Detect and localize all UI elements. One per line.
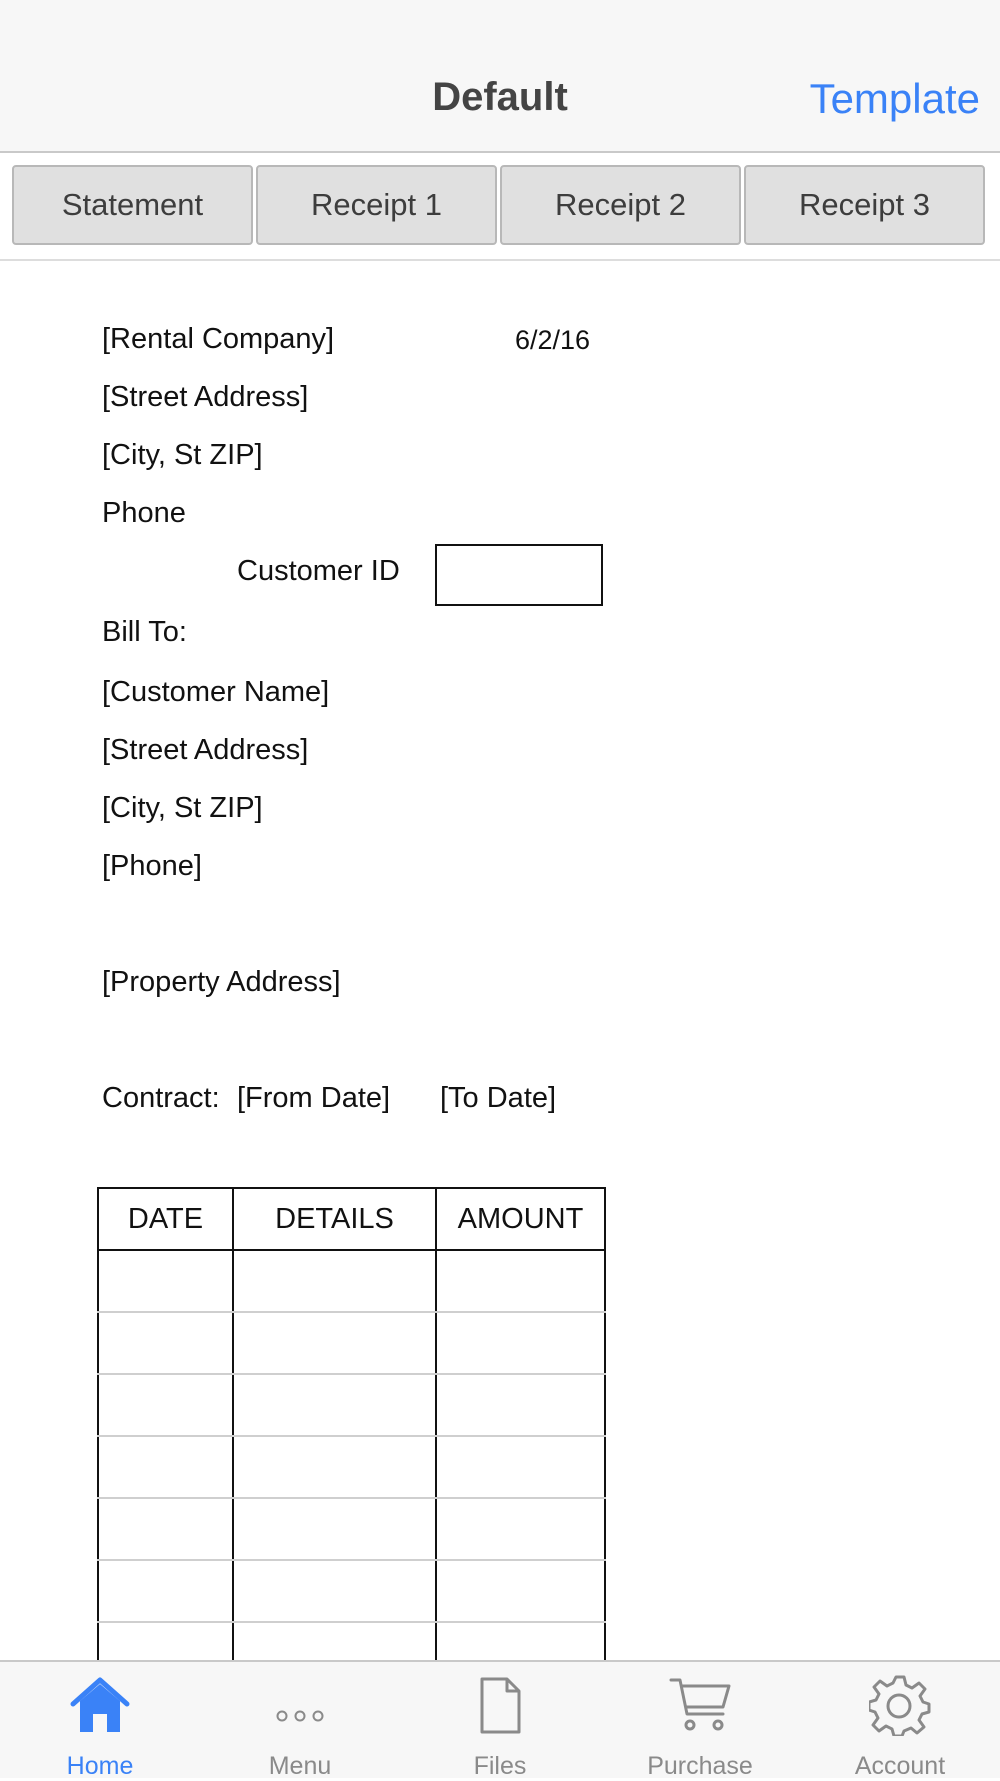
amount-cell [436,1498,605,1560]
details-cell [233,1436,436,1498]
tabbar-files-label: Files [473,1752,527,1780]
customer-phone: [Phone] [102,850,202,882]
date-cell [98,1312,233,1374]
amount-cell [436,1374,605,1436]
company-street: [Street Address] [102,381,309,413]
tabbar-home-label: Home [66,1752,134,1780]
property-address: [Property Address] [102,966,341,998]
details-cell [233,1498,436,1560]
tabbar-files[interactable] [400,1662,600,1780]
customer-city: [City, St ZIP] [102,792,263,824]
amount-cell [436,1312,605,1374]
table-row[interactable] [98,1312,605,1374]
column-header-details: DETAILS [233,1188,436,1250]
table-row[interactable] [98,1560,605,1622]
date-cell [98,1250,233,1312]
tabbar-purchase[interactable] [600,1662,800,1780]
gear-icon [800,1674,1000,1738]
customer-street: [Street Address] [102,734,309,766]
file-icon [400,1674,600,1738]
amount-cell [436,1250,605,1312]
tabbar-menu-label: Menu [268,1752,332,1780]
date-cell [98,1436,233,1498]
navigation-bar [0,0,1000,153]
bottom-tab-bar [0,1660,1000,1778]
amount-cell [436,1560,605,1622]
company-city: [City, St ZIP] [102,439,263,471]
contract-label: Contract: [102,1082,220,1114]
document-preview [0,261,1000,1661]
tabbar-account-label: Account [854,1752,946,1780]
bill-to-label: Bill To: [102,616,187,648]
tab-receipt-2[interactable]: Receipt 2 [500,165,741,245]
date-cell [98,1498,233,1560]
table-row[interactable] [98,1374,605,1436]
details-cell [233,1560,436,1622]
document-type-tabs [0,153,1000,261]
tabbar-menu[interactable] [200,1662,400,1780]
table-row[interactable] [98,1250,605,1312]
document-date: 6/2/16 [515,325,591,355]
column-header-date: DATE [98,1188,233,1250]
tab-receipt-3[interactable]: Receipt 3 [744,165,985,245]
cart-icon [600,1674,800,1738]
amount-cell [436,1436,605,1498]
page-title: Default [432,75,568,119]
template-button[interactable]: Template [809,75,980,122]
column-header-amount: AMOUNT [436,1188,605,1250]
tab-statement[interactable]: Statement [12,165,253,245]
contract-from-date: [From Date] [237,1082,391,1114]
more-dots-icon [200,1674,400,1738]
home-icon [0,1674,200,1738]
table-row[interactable] [98,1498,605,1560]
table-row[interactable] [98,1436,605,1498]
company-phone: Phone [102,497,186,529]
tab-receipt-1[interactable]: Receipt 1 [256,165,497,245]
customer-name: [Customer Name] [102,676,330,708]
tabbar-account[interactable] [800,1662,1000,1780]
customer-id-label: Customer ID [237,555,400,587]
details-cell [233,1250,436,1312]
tabbar-purchase-label: Purchase [647,1752,753,1780]
customer-id-field[interactable] [435,544,603,606]
details-cell [233,1312,436,1374]
date-cell [98,1374,233,1436]
date-cell [98,1560,233,1622]
ledger-table [97,1187,606,1685]
tabbar-home[interactable] [0,1662,200,1780]
details-cell [233,1374,436,1436]
table-header-row [98,1188,605,1250]
contract-to-date: [To Date] [440,1082,557,1114]
company-name: [Rental Company] [102,323,335,355]
